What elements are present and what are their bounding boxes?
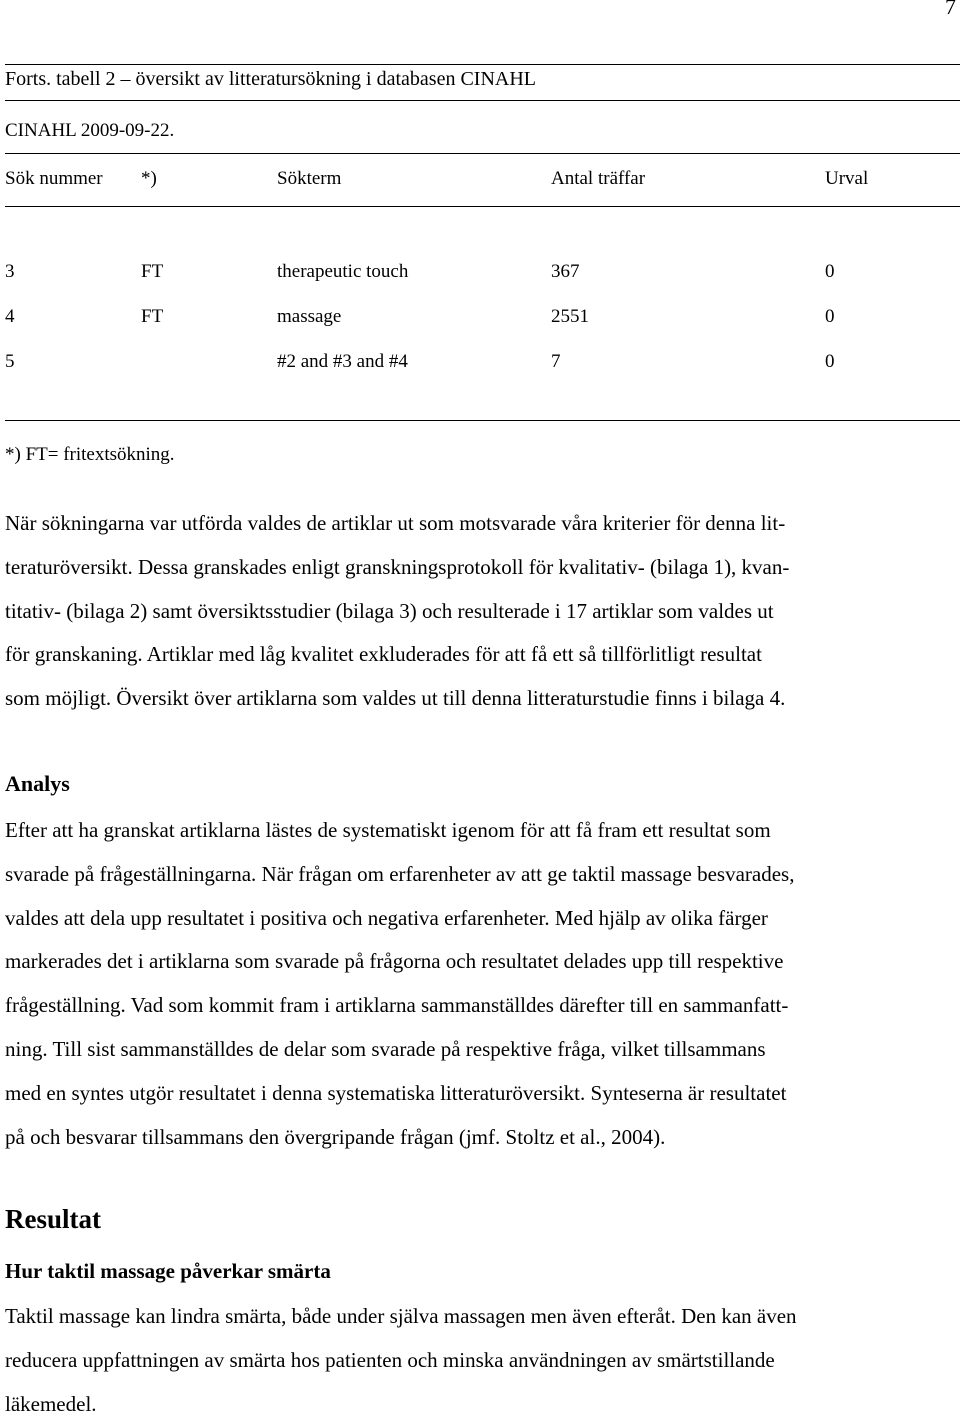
paragraph-line: svarade på frågeställningarna. När frågan om erfarenheter av att ge taktil massage besvarades, <box>5 861 795 886</box>
table-cell: 7 <box>551 351 561 372</box>
table-cell: 5 <box>5 351 15 372</box>
paragraph-line: med en syntes utgör resultatet i denna systematiska litteraturöversikt. Synteserna är resultatet <box>5 1080 787 1105</box>
paragraph-line: titativ- (bilaga 2) samt översiktsstudier (bilaga 3) och resulterade i 17 artiklar som valdes ut <box>5 598 774 623</box>
paragraph-line: för granskaning. Artiklar med låg kvalitet exkluderades för att få ett så tillförlitligt resultat <box>5 642 762 667</box>
section-heading-resultat: Resultat <box>5 1204 101 1234</box>
table-rule <box>5 206 960 207</box>
table-footnote: *) FT= fritextsökning. <box>5 444 175 465</box>
table-cell: FT <box>141 306 164 327</box>
table-row <box>5 306 960 334</box>
table-cell: 3 <box>5 261 15 282</box>
table-header-row <box>5 168 960 196</box>
paragraph-line: markerades det i artiklarna som svarade på frågorna och resultatet delades upp till respektive <box>5 949 784 974</box>
table-cell: 0 <box>825 351 835 372</box>
table-cell: 2551 <box>551 306 589 327</box>
table-cell: 4 <box>5 306 15 327</box>
table-title: Forts. tabell 2 – översikt av litteratursökning i databasen CINAHL <box>5 68 537 90</box>
table-subtitle: CINAHL 2009-09-22. <box>5 120 175 141</box>
table-row <box>5 351 960 379</box>
table-header-cell: Sökterm <box>277 168 342 189</box>
table-cell: massage <box>277 306 342 327</box>
paragraph-line: När sökningarna var utförda valdes de artiklar ut som motsvarade våra kriterier för denna lit- <box>5 511 786 535</box>
table-cell: 367 <box>551 261 580 282</box>
table-cell: 0 <box>825 306 835 327</box>
method-paragraph <box>5 502 955 721</box>
paragraph-line: på och besvarar tillsammans den övergripande frågan (jmf. Stoltz et al., 2004). <box>5 1124 666 1149</box>
table-header-cell: Sök nummer <box>5 168 103 189</box>
paragraph-line: teraturöversikt. Dessa granskades enligt granskningsprotokoll för kvalitativ- (bilaga 1), kvan- <box>5 554 790 579</box>
paragraph-line: som möjligt. Översikt över artiklarna som valdes ut till denna litteraturstudie finns i bilaga 4. <box>5 686 786 711</box>
paragraph-line: läkemedel. <box>5 1391 97 1416</box>
table-rule <box>5 153 960 154</box>
paragraph-line: Taktil massage kan lindra smärta, både under själva massagen men även efteråt. Den kan även <box>5 1304 797 1328</box>
table-bottom-rule <box>5 420 960 421</box>
paragraph-line: valdes att dela upp resultatet i positiva och negativa erfarenheter. Med hjälp av olika färger <box>5 905 768 930</box>
paragraph-line: ning. Till sist sammanställdes de delar som svarade på respektive fråga, vilket tillsammans <box>5 1036 766 1061</box>
table-row <box>5 261 960 289</box>
section-heading-analys: Analys <box>5 771 70 796</box>
table-cell: 0 <box>825 261 835 282</box>
analys-paragraph <box>5 809 955 1159</box>
table-header-cell: Urval <box>825 168 869 189</box>
table-cell: FT <box>141 261 164 282</box>
table-rule <box>5 100 960 101</box>
subsection-heading: Hur taktil massage påverkar smärta <box>5 1259 331 1283</box>
page-number: 7 <box>945 0 956 19</box>
resultat-paragraph <box>5 1295 955 1426</box>
table-header-cell: *) <box>141 168 157 189</box>
table-header-cell: Antal träffar <box>551 168 646 189</box>
paragraph-line: frågeställning. Vad som kommit fram i artiklarna sammanställdes därefter till en sammanfatt- <box>5 993 789 1018</box>
table-top-rule <box>5 64 960 65</box>
table-cell: therapeutic touch <box>277 261 409 282</box>
paragraph-line: reducera uppfattningen av smärta hos patienten och minska användningen av smärtstillande <box>5 1347 775 1372</box>
table-cell: #2 and #3 and #4 <box>277 351 408 372</box>
paragraph-line: Efter att ha granskat artiklarna lästes de systematiskt igenom för att få fram ett resultat som <box>5 818 771 842</box>
